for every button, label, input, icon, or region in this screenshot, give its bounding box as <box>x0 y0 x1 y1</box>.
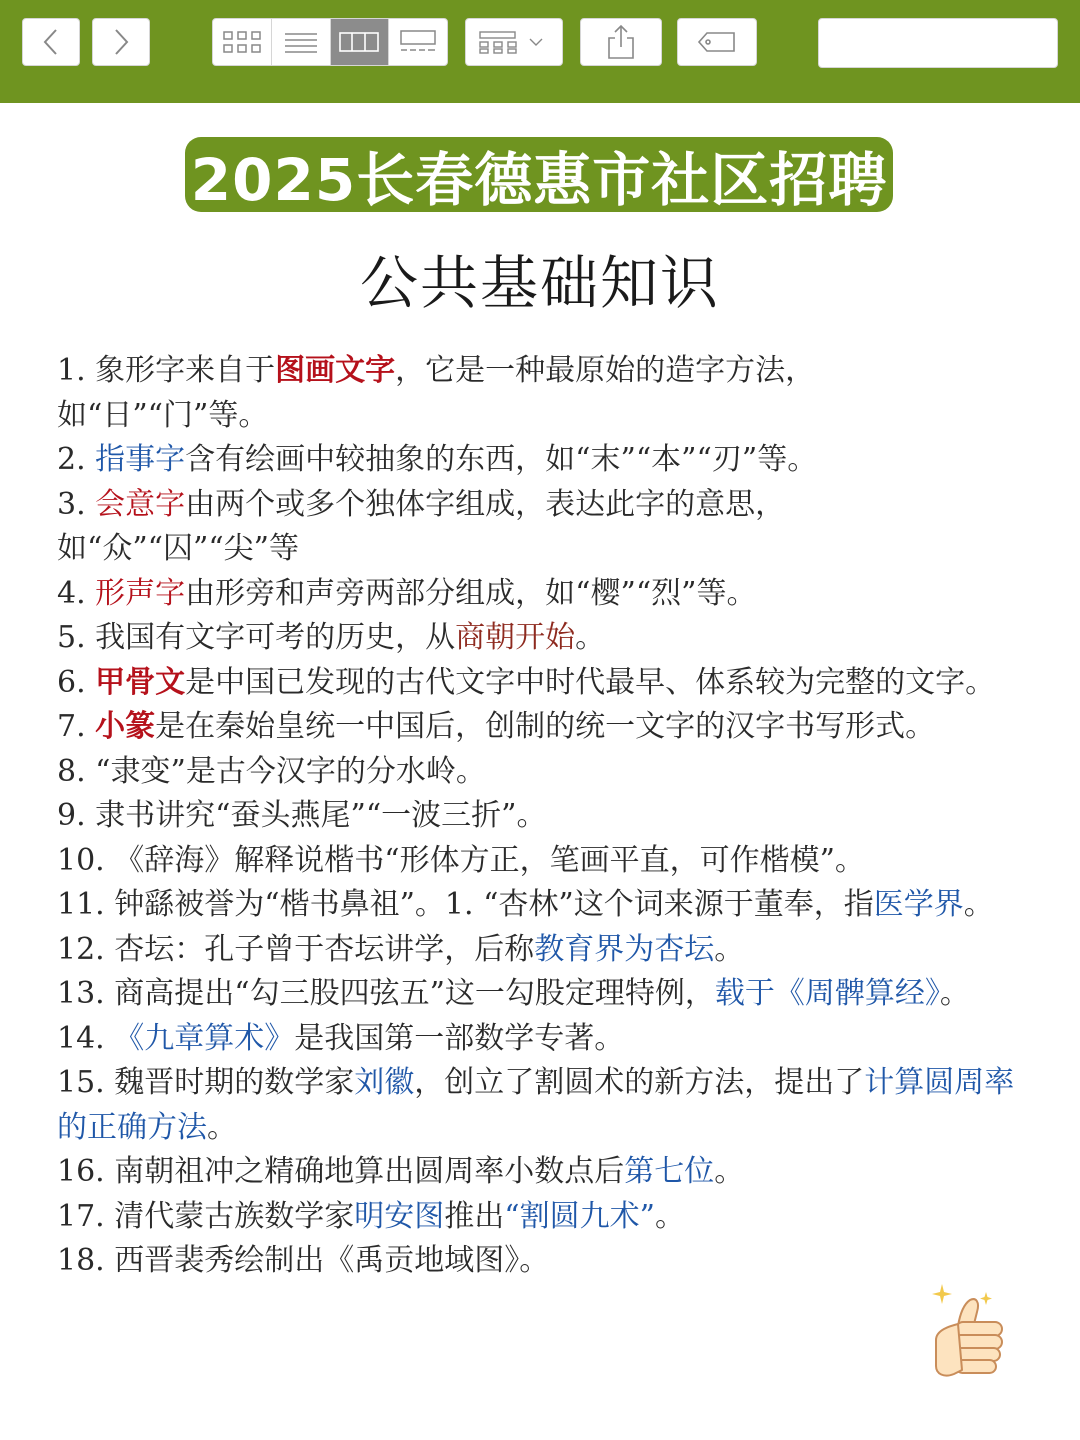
tag-button[interactable] <box>677 18 757 66</box>
item-text: 17. 清代蒙古族数学家 <box>57 1198 355 1234</box>
item-text: 12. 杏坛：孔子曾于杏坛讲学，后称 <box>57 931 535 967</box>
highlighted-term: “割圆九术” <box>504 1198 655 1234</box>
item-text: 。 <box>714 931 745 967</box>
item-text: 。 <box>939 976 970 1011</box>
knowledge-list <box>57 349 1025 1284</box>
title-banner <box>185 137 893 212</box>
item-text: 推出 <box>444 1198 505 1234</box>
list-item <box>57 972 1025 1017</box>
list-item <box>57 1061 1025 1150</box>
share-button[interactable] <box>580 18 662 66</box>
item-text: 。 <box>654 1198 685 1234</box>
list-item <box>57 928 1025 973</box>
highlighted-term: 形声字 <box>95 575 186 611</box>
search-input[interactable] <box>839 27 1075 59</box>
page-subtitle: 公共基础知识 <box>359 249 720 317</box>
grid-view-button[interactable] <box>213 19 272 65</box>
gallery-view-button[interactable] <box>389 19 447 65</box>
list-item <box>57 572 1025 617</box>
list-item <box>57 1017 1025 1062</box>
list-item <box>57 1239 1025 1284</box>
item-text: 11. 钟繇被誉为“楷书鼻祖”。1. “杏林”这个词来源于董奉，指 <box>57 887 874 922</box>
list-view-icon <box>284 30 318 54</box>
share-icon <box>606 24 636 60</box>
item-text: 10. 《辞海》解释说楷书“形体方正，笔画平直，可作楷模”。 <box>57 842 865 878</box>
highlighted-term: 会意字 <box>95 486 186 522</box>
item-text: 5. 我国有文字可考的历史，从 <box>57 620 456 655</box>
highlighted-term: 甲骨文 <box>95 664 186 700</box>
page-title: 2025长春德惠市社区招聘 <box>190 145 888 214</box>
item-text: 。 <box>963 887 994 922</box>
list-item <box>57 616 1025 661</box>
highlighted-term: 计算圆周率的正确方法 <box>57 1065 1015 1145</box>
item-text: 是在秦始皇统一中国后，创制的统一文字的汉字书写形式。 <box>155 709 936 744</box>
list-item <box>57 349 1025 438</box>
list-item <box>57 794 1025 839</box>
view-mode-switcher <box>212 18 448 66</box>
item-text: 。 <box>207 1109 237 1145</box>
chevron-right-icon <box>111 27 131 57</box>
tag-icon <box>697 30 737 54</box>
item-text: 由两个或多个独体字组成，表达此字的意思，如“众”“囚”“尖”等 <box>57 486 786 566</box>
highlighted-term: 《九章算术》 <box>114 1020 295 1056</box>
list-item <box>57 705 1025 750</box>
item-text: 由形旁和声旁两部分组成，如“樱”“烈”等。 <box>185 575 757 611</box>
item-text: 。 <box>575 620 606 655</box>
highlighted-term: 载于《周髀算经》 <box>714 976 940 1011</box>
chevron-left-icon <box>41 27 61 57</box>
highlighted-term: 商朝开始 <box>455 620 576 655</box>
column-view-button[interactable] <box>331 19 390 65</box>
group-by-icon <box>478 29 550 55</box>
toolbar <box>0 0 1080 103</box>
list-item <box>57 883 1025 928</box>
group-by-dropdown[interactable] <box>465 18 563 66</box>
highlighted-term: 图画文字 <box>275 353 396 388</box>
item-text: ，它是一种最原始的造字方法，如“日”“门”等。 <box>57 353 816 433</box>
highlighted-term: 指事字 <box>95 442 186 477</box>
item-text: 8. “隶变”是古今汉字的分水岭。 <box>57 753 486 789</box>
list-view-button[interactable] <box>272 19 331 65</box>
list-item <box>57 483 1025 572</box>
item-text: 含有绘画中较抽象的东西，如“末”“本”“刃”等。 <box>185 442 818 477</box>
item-text: 是我国第一部数学专著。 <box>294 1020 625 1056</box>
list-item <box>57 661 1025 706</box>
item-text: 3. <box>57 486 96 522</box>
item-text: ，创立了割圆术的新方法，提出了 <box>414 1065 865 1100</box>
list-item <box>57 1195 1025 1240</box>
item-text: 4. <box>57 575 96 611</box>
list-item <box>57 438 1025 483</box>
item-text: 13. 商高提出“勾三股四弦五”这一勾股定理特例， <box>57 976 715 1011</box>
thumbs-up-sparkles-icon <box>928 1280 1008 1390</box>
item-text: 1. 象形字来自于 <box>57 353 276 388</box>
highlighted-term: 刘徽 <box>354 1065 415 1100</box>
item-text: 9. 隶书讲究“蚕头燕尾”“一波三折”。 <box>57 798 547 833</box>
forward-button[interactable] <box>92 18 150 66</box>
back-button[interactable] <box>22 18 80 66</box>
item-text: 。 <box>714 1154 745 1189</box>
item-text: 2. <box>57 442 96 477</box>
grid-view-icon <box>222 29 262 55</box>
highlighted-term: 第七位 <box>624 1154 715 1189</box>
search-box[interactable] <box>818 18 1058 68</box>
highlighted-term: 明安图 <box>354 1198 445 1234</box>
highlighted-term: 小篆 <box>95 709 156 744</box>
item-text: 6. <box>57 664 96 700</box>
item-text: 15. 魏晋时期的数学家 <box>57 1065 355 1100</box>
item-text: 是中国已发现的古代文字中时代最早、体系较为完整的文字。 <box>185 664 996 700</box>
gallery-view-icon <box>398 29 438 55</box>
list-item <box>57 1150 1025 1195</box>
highlighted-term: 医学界 <box>873 887 964 922</box>
item-text: 18. 西晋裴秀绘制出《禹贡地域图》。 <box>57 1243 550 1278</box>
item-text: 14. <box>57 1020 115 1056</box>
highlighted-term: 教育界为杏坛 <box>534 931 715 967</box>
item-text: 7. <box>57 709 96 744</box>
column-view-icon <box>339 30 379 54</box>
list-item <box>57 750 1025 795</box>
item-text: 16. 南朝祖冲之精确地算出圆周率小数点后 <box>57 1154 625 1189</box>
list-item <box>57 839 1025 884</box>
